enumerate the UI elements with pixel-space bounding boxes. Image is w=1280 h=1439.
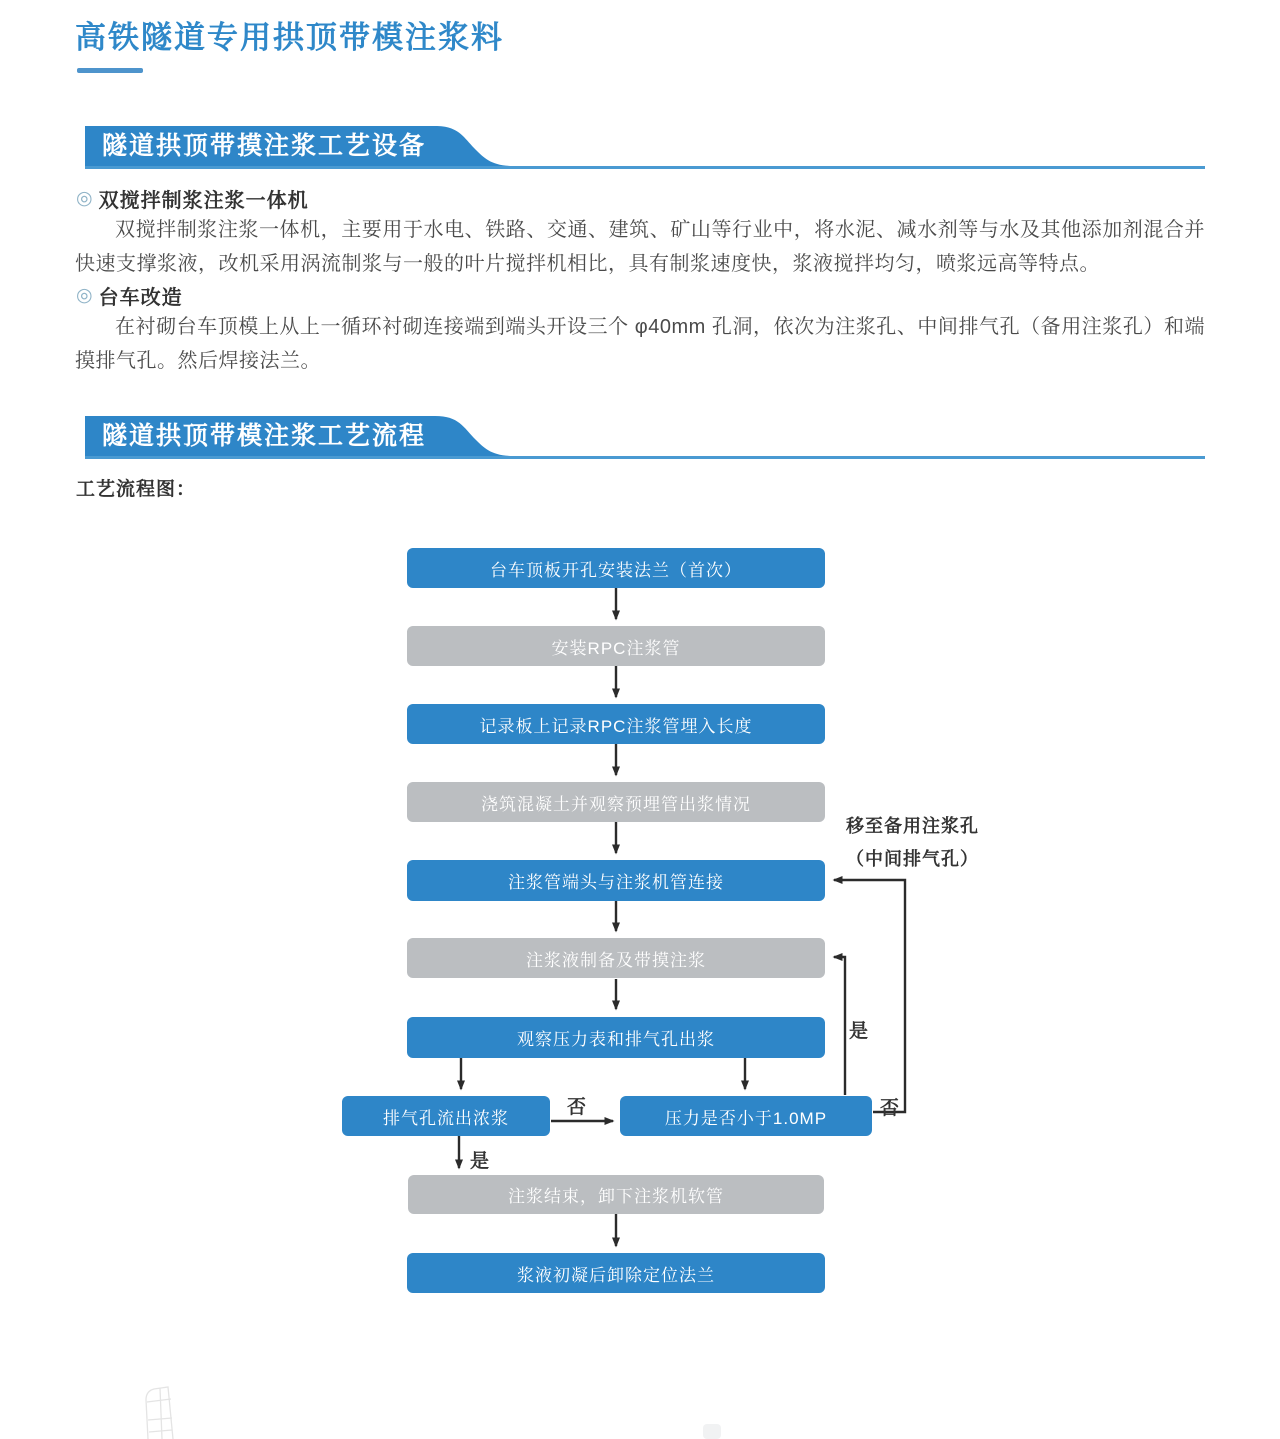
paragraph-trolley: 在衬砌台车顶模上从上一循环衬砌连接端到端头开设三个 φ40mm 孔洞，依次为注浆孔、中间排气孔（备用注浆孔）和端摸排气孔。然后焊接法兰。 — [75, 316, 1205, 372]
flow-node-vent-thick-grout: 排气孔流出浓浆 — [342, 1096, 550, 1136]
double-circle-icon: ◎ — [76, 285, 93, 306]
bullet-item-trolley — [76, 281, 183, 309]
loop-n9-n6-yes — [834, 957, 845, 1095]
bullet-item-trolley-title: 台车改造 — [98, 287, 183, 309]
paragraph-mixer: 双搅拌制浆注浆一体机，主要用于水电、铁路、交通、建筑、矿山等行业中，将水泥、减水剂等与水及其他添加剂混合并快速支撑浆液，改机采用涡流制浆与一般的叶片搅拌机相比，具有制浆速度快，浆液搅拌均匀，喷浆远高等特点。 — [75, 219, 1205, 275]
flow-node-record-length: 记录板上记录RPC注浆管埋入长度 — [407, 704, 825, 744]
page-title: 高铁隧道专用拱顶带模注浆料 — [75, 20, 504, 55]
flow-node-install-flange: 台车顶板开孔安装法兰（首次） — [407, 548, 825, 588]
flow-node-pour-concrete: 浇筑混凝土并观察预埋管出浆情况 — [407, 782, 825, 822]
section-rule-equipment — [85, 166, 1205, 169]
loop-n9-n5-no — [834, 880, 905, 1112]
bullet-item-mixer — [76, 184, 309, 212]
bullet-item-mixer-title: 双搅拌制浆注浆一体机 — [98, 190, 309, 212]
flow-node-prepare-grout: 注浆液制备及带摸注浆 — [407, 938, 825, 978]
loop-note-line1: 移至备用注浆孔 — [846, 816, 979, 836]
flow-node-remove-flange: 浆液初凝后卸除定位法兰 — [407, 1253, 825, 1293]
double-circle-icon: ◎ — [76, 188, 93, 209]
flow-node-install-rpc-pipe: 安装RPC注浆管 — [407, 626, 825, 666]
edge-label-no-loop: 否 — [880, 1098, 900, 1119]
section-header-equipment-label: 隧道拱顶带摸注浆工艺设备 — [102, 132, 427, 160]
watermark-tower-sketch — [138, 1384, 198, 1439]
section-header-process — [85, 416, 515, 456]
watermark-smudge — [703, 1424, 721, 1439]
edge-label-yes-loop: 是 — [849, 1021, 869, 1042]
flow-node-finish-grouting: 注浆结束，卸下注浆机软管 — [408, 1175, 824, 1214]
edge-label-yes-branch: 是 — [470, 1151, 490, 1172]
edge-label-no-branch: 否 — [567, 1097, 587, 1118]
section-rule-process — [85, 456, 1205, 459]
flow-node-connect-pipe: 注浆管端头与注浆机管连接 — [407, 860, 825, 901]
section-header-equipment — [85, 126, 515, 166]
flow-node-observe-gauge: 观察压力表和排气孔出浆 — [407, 1017, 825, 1058]
flow-node-pressure-check: 压力是否小于1.0MP — [620, 1096, 872, 1136]
section-header-process-label: 隧道拱顶带模注浆工艺流程 — [102, 422, 427, 450]
flowchart-caption: 工艺流程图： — [76, 479, 197, 500]
title-underline — [77, 68, 143, 73]
loop-note-line2: （中间排气孔） — [846, 849, 979, 869]
